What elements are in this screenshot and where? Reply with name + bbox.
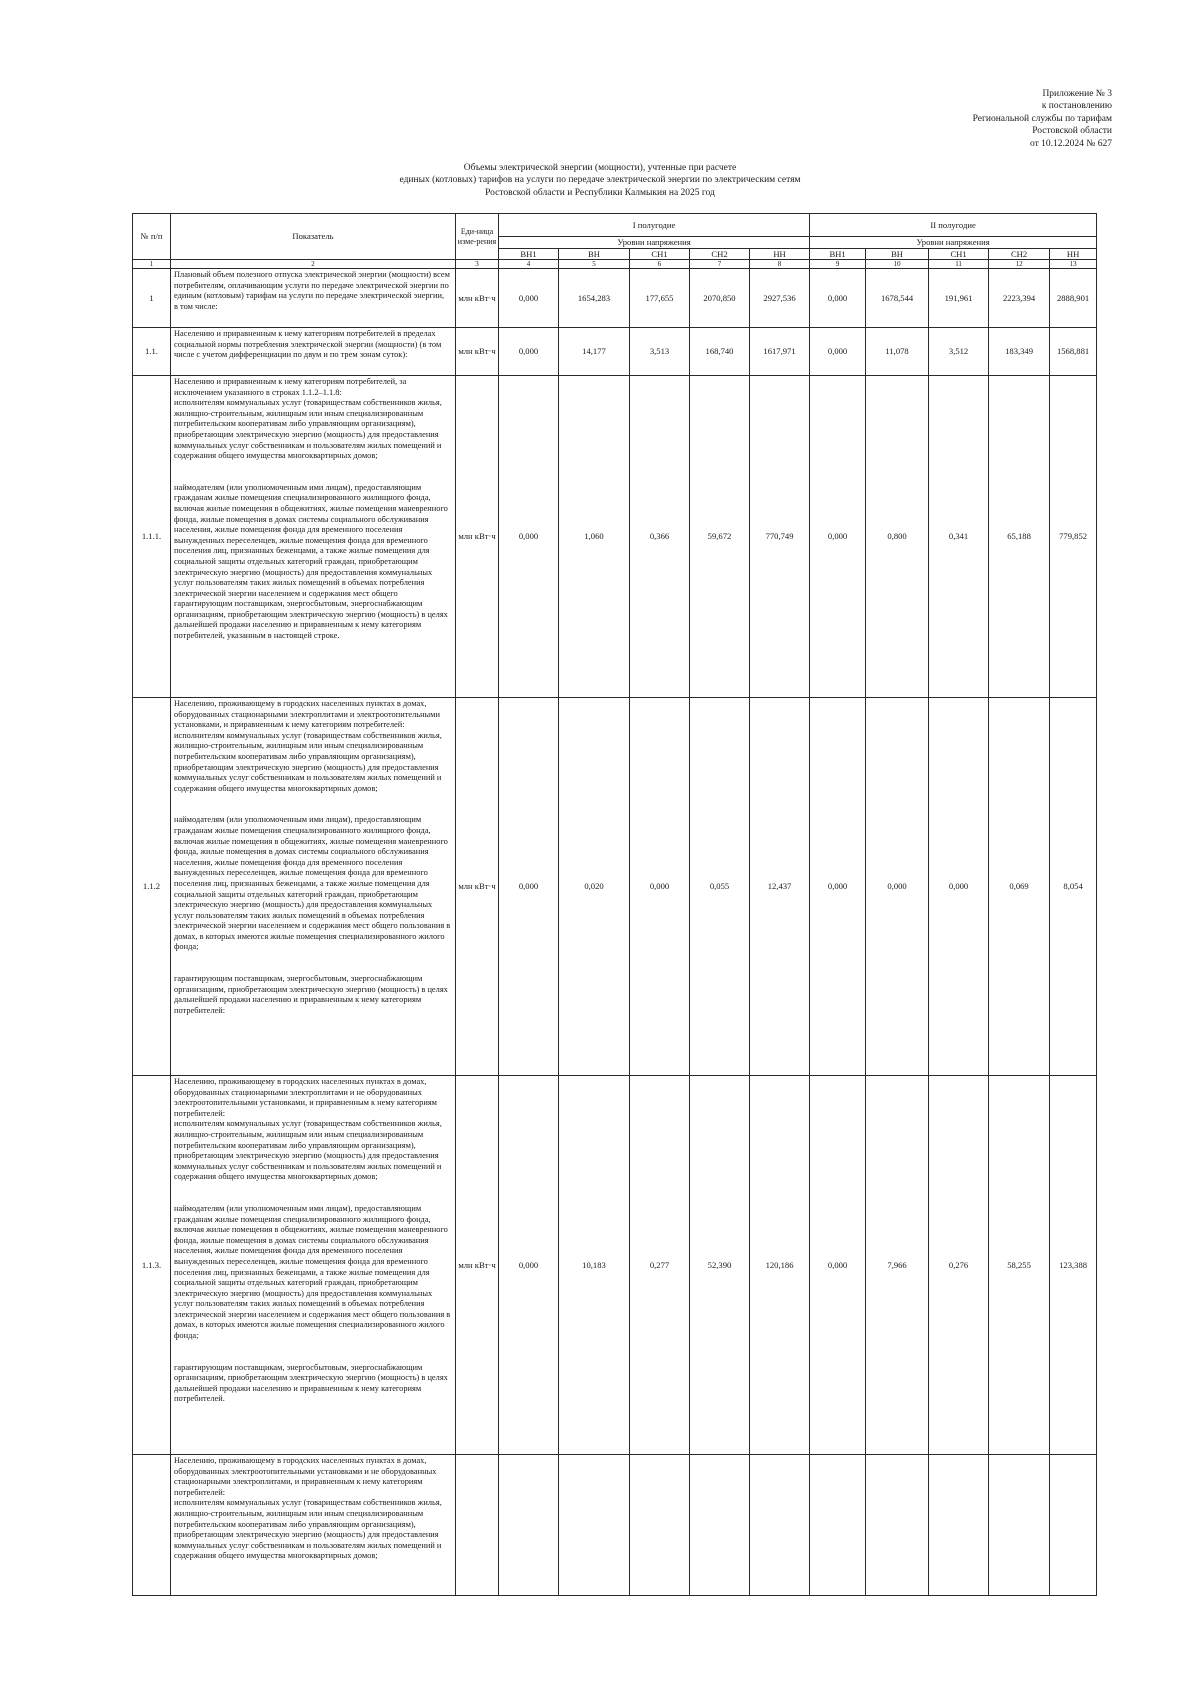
- indicator-paragraph: исполнителям коммунальных услуг (товариществам собственников жилья, жилищно-строительным, жилищным или иным специализированным потребительским кооперативам либо управляющим организациям), приобретающим электрическую энергию (мощность) для предоставления коммунальных услуг собственникам и пользователям жилых помещений и содержания общего имущества многоквартирных домов;: [174, 730, 442, 793]
- indicator-paragraph: исполнителям коммунальных услуг (товариществам собственников жилья, жилищно-строительным, жилищным или иным специализированным потребительским кооперативам либо управляющим организациям), приобретающим электрическую энергию (мощность) для предоставления коммунальных услуг собственникам и пользователям жилых помещений и содержания общего имущества многоквартирных домов;: [174, 1119, 442, 1182]
- value-cell: [630, 1455, 690, 1596]
- paragraph-gap: [174, 1342, 452, 1363]
- header-voltage: Уровни напряжения: [499, 237, 810, 249]
- value-cell: [1050, 1455, 1097, 1596]
- column-number: 7: [690, 260, 750, 269]
- header-level: НН: [1050, 248, 1097, 260]
- row-indicator: [171, 328, 456, 376]
- value-cell: 7,966: [866, 1076, 929, 1455]
- document-title: [0, 162, 1200, 199]
- value-cell: 11,078: [866, 328, 929, 376]
- value-cell: 177,655: [630, 269, 690, 328]
- indicator-paragraph: Населению, проживающему в городских населенных пунктах в домах, оборудованных электроотопительными установками и не оборудованных стационарными электроплитами, и приравненным к нему категориям потребителей:: [174, 1456, 437, 1497]
- header-level: НН: [750, 248, 810, 260]
- column-number: 5: [559, 260, 630, 269]
- indicator-paragraph: гарантирующим поставщикам, энергосбытовым, энергоснабжающим организациям, приобретающим электрическую энергию (мощность) в целях дальнейшей продажи населению и приравненным к нему категориям потребителей:: [174, 974, 448, 1015]
- appendix-header: [852, 88, 1112, 150]
- value-cell: 0,055: [690, 698, 750, 1076]
- indicator-paragraph: исполнителям коммунальных услуг (товариществам собственников жилья, жилищно-строительным, жилищным или иным специализированным потребительским кооперативам либо управляющим организациям), приобретающим электрическую энергию (мощность) для предоставления коммунальных услуг собственникам и пользователям жилых помещений и содержания общего имущества многоквартирных домов;: [174, 1498, 442, 1561]
- value-cell: 2927,536: [750, 269, 810, 328]
- header-level: СН1: [630, 248, 690, 260]
- value-cell: 183,349: [989, 328, 1050, 376]
- value-cell: 0,000: [866, 698, 929, 1076]
- appendix-line: Региональной службы по тарифам: [972, 113, 1112, 124]
- header-indicator: Показатель: [171, 214, 456, 260]
- paragraph-gap: [174, 794, 452, 815]
- value-cell: 0,000: [810, 698, 866, 1076]
- value-cell: 0,000: [499, 376, 559, 698]
- title-line: Объемы электрической энергии (мощности), учтенные при расчете: [463, 163, 737, 173]
- paragraph-gap: [174, 462, 452, 483]
- row-indicator: [171, 269, 456, 328]
- header-row: [133, 214, 1097, 237]
- value-cell: [929, 1455, 989, 1596]
- value-cell: 0,277: [630, 1076, 690, 1455]
- value-cell: 8,054: [1050, 698, 1097, 1076]
- value-cell: 59,672: [690, 376, 750, 698]
- column-number: 4: [499, 260, 559, 269]
- row-indicator: [171, 376, 456, 698]
- indicator-paragraph: гарантирующим поставщикам, энергосбытовым, энергоснабжающим организациям, приобретающим электрическую энергию (мощность) в целях дальнейшей продажи населению и приравненным к нему категориям потребителей, указанным в настоящей строке.: [174, 599, 448, 641]
- indicator-paragraph: Плановый объем полезного отпуска электрической энергии (мощности) всем потребителям, оплачивающим услуги по передаче электрической энергии по единым (котловым) тарифам на услуги по передаче электрической энергии,: [174, 270, 450, 301]
- value-cell: 0,020: [559, 698, 630, 1076]
- header-half-2: II полугодие: [810, 214, 1097, 237]
- value-cell: 0,000: [810, 328, 866, 376]
- row-unit: млн кВт·ч: [456, 269, 499, 328]
- header-num: № п/п: [133, 214, 171, 260]
- table-row: [133, 328, 1097, 376]
- value-cell: 58,255: [989, 1076, 1050, 1455]
- value-cell: 12,437: [750, 698, 810, 1076]
- header-level: СН1: [929, 248, 989, 260]
- value-cell: 1678,544: [866, 269, 929, 328]
- header-level: ВН: [866, 248, 929, 260]
- value-cell: 0,341: [929, 376, 989, 698]
- paragraph-gap: [174, 953, 452, 974]
- value-cell: 10,183: [559, 1076, 630, 1455]
- table-row: [133, 698, 1097, 1076]
- table-row: [133, 1076, 1097, 1455]
- indicator-paragraph: наймодателям (или уполномоченным ими лицам), предоставляющим гражданам жилые помещения специализированного жилищного фонда, включая жилые помещения в общежитиях, жилые помещения маневренного фонда, жилые помещения в домах системы социального обслуживания населения, жилые помещения фонда для временного поселения вынужденных переселенцев, жилые помещения фонда для временного поселения лиц, признанных беженцами, а также жилые помещения для социальной защиты отдельных категорий граждан, приобретающим электрическую энергию (мощность) для предоставления коммунальных услуг пользователям таких жилых помещений в объемах потребления электрической энергии населением и содержания мест общего: [174, 482, 448, 598]
- value-cell: 123,388: [1050, 1076, 1097, 1455]
- row-unit: млн кВт·ч: [456, 698, 499, 1076]
- appendix-line: Ростовской области: [1032, 126, 1112, 137]
- indicator-paragraph: наймодателям (или уполномоченным ими лицам), предоставляющим гражданам жилые помещения специализированного жилищного фонда, включая жилые помещения в общежитиях, жилые помещения маневренного фонда, жилые помещения в домах системы социального обслуживания населения, жилые помещения фонда для временного поселения вынужденных переселенцев, жилые помещения фонда для временного поселения лиц, признанных беженцами, а также жилые помещения для социальной защиты отдельных категорий граждан, приобретающим электрическую энергию (мощность) для предоставления коммунальных услуг пользователям таких жилых помещений в объемах потребления электрической энергии населением и содержания мест общего пользования в домах, в которых имеются жилые помещения специализированного жилого фонда;: [174, 1203, 451, 1341]
- column-number: 2: [171, 260, 456, 269]
- value-cell: [989, 1455, 1050, 1596]
- table-row: [133, 376, 1097, 698]
- value-cell: 0,800: [866, 376, 929, 698]
- value-cell: 2070,850: [690, 269, 750, 328]
- value-cell: 1,060: [559, 376, 630, 698]
- value-cell: 0,000: [630, 698, 690, 1076]
- value-cell: 168,740: [690, 328, 750, 376]
- row-number: 1.1.1.: [133, 376, 171, 698]
- column-number: 11: [929, 260, 989, 269]
- row-unit: [456, 1455, 499, 1596]
- indicator-paragraph: исполнителям коммунальных услуг (товариществам собственников жилья, жилищно-строительным, жилищным или иным специализированным потребительским кооперативам либо управляющим организациям), приобретающим электрическую энергию (мощность) для предоставления коммунальных услуг собственникам и пользователям жилых помещений и содержания общего имущества многоквартирных домов;: [174, 398, 442, 461]
- value-cell: 0,000: [929, 698, 989, 1076]
- header-level: СН2: [690, 248, 750, 260]
- value-cell: 2888,901: [1050, 269, 1097, 328]
- value-cell: 65,188: [989, 376, 1050, 698]
- value-cell: 0,000: [499, 328, 559, 376]
- value-cell: 120,186: [750, 1076, 810, 1455]
- row-unit: млн кВт·ч: [456, 328, 499, 376]
- indicator-paragraph: Населению и приравненным к нему категориям потребителей в пределах социальной нормы потребления электрической энергии (мощности) (в том числе с учетом дифференциации по двум и по трем зонам суток):: [174, 329, 442, 360]
- indicator-paragraph: Населению, проживающему в городских населенных пунктах в домах, оборудованных стационарными электроплитами и не оборудованных электроотопительными установками, и приравненным к нему категориям потребителей:: [174, 1077, 437, 1118]
- volumes-table: [132, 213, 1097, 1596]
- value-cell: [499, 1455, 559, 1596]
- appendix-line: от 10.12.2024 № 627: [1030, 138, 1112, 149]
- column-number: 13: [1050, 260, 1097, 269]
- row-number: 1: [133, 269, 171, 328]
- value-cell: 1654,283: [559, 269, 630, 328]
- header-level: ВН1: [810, 248, 866, 260]
- row-unit: млн кВт·ч: [456, 1076, 499, 1455]
- column-number: 10: [866, 260, 929, 269]
- header-level: СН2: [989, 248, 1050, 260]
- value-cell: 14,177: [559, 328, 630, 376]
- column-number-row: [133, 260, 1097, 269]
- header-level: ВН: [559, 248, 630, 260]
- table-row: [133, 1455, 1097, 1596]
- indicator-paragraph: гарантирующим поставщикам, энергосбытовым, энергоснабжающим организациям, приобретающим электрическую энергию (мощность) в целях дальнейшей продажи населению и приравненным к нему категориям потребителей.: [174, 1362, 448, 1404]
- value-cell: [866, 1455, 929, 1596]
- paragraph-gap: [174, 1183, 452, 1204]
- row-number: 1.1.3.: [133, 1076, 171, 1455]
- indicator-paragraph: Населению и приравненным к нему категориям потребителей, за исключением указанного в строках 1.1.2–1.1.8:: [174, 377, 407, 397]
- value-cell: 3,513: [630, 328, 690, 376]
- row-indicator: [171, 698, 456, 1076]
- column-number: 6: [630, 260, 690, 269]
- title-line: единых (котловых) тарифов на услуги по передаче электрической энергии по электрическим сетям: [399, 175, 801, 186]
- value-cell: 2223,394: [989, 269, 1050, 328]
- appendix-line: Приложение № 3: [1042, 89, 1112, 99]
- appendix-line: к постановлению: [1041, 101, 1112, 112]
- column-number: 1: [133, 260, 171, 269]
- value-cell: 191,961: [929, 269, 989, 328]
- value-cell: [690, 1455, 750, 1596]
- value-cell: 0,366: [630, 376, 690, 698]
- column-number: 9: [810, 260, 866, 269]
- value-cell: 0,000: [810, 1076, 866, 1455]
- value-cell: 770,749: [750, 376, 810, 698]
- header-unit: Еди-ница изме-рения: [456, 214, 499, 260]
- value-cell: 0,000: [499, 1076, 559, 1455]
- row-number: [133, 1455, 171, 1596]
- row-indicator: [171, 1455, 456, 1596]
- value-cell: [750, 1455, 810, 1596]
- indicator-paragraph: в том числе:: [174, 301, 218, 311]
- row-unit: млн кВт·ч: [456, 376, 499, 698]
- header-level: ВН1: [499, 248, 559, 260]
- value-cell: 0,000: [499, 698, 559, 1076]
- value-cell: 779,852: [1050, 376, 1097, 698]
- indicator-paragraph: наймодателям (или уполномоченным ими лицам), предоставляющим гражданам жилые помещения специализированного жилищного фонда, включая жилые помещения в общежитиях, жилые помещения маневренного фонда, жилые помещения в домах системы социального обслуживания населения, жилые помещения фонда для временного поселения вынужденных переселенцев, жилые помещения фонда для временного поселения лиц, признанных беженцами, а также жилые помещения для социальной защиты отдельных категорий граждан, приобретающим электрическую энергию (мощность) для предоставления коммунальных услуг пользователям таких жилых помещений в объемах потребления электрической энергии населением и содержания мест общего пользования в домах, в которых имеются жилые помещения специализированного жилого фонда;: [174, 815, 451, 952]
- column-number: 8: [750, 260, 810, 269]
- column-number: 3: [456, 260, 499, 269]
- title-line: Ростовской области и Республики Калмыкия на 2025 год: [485, 187, 715, 198]
- value-cell: 1617,971: [750, 328, 810, 376]
- value-cell: 0,000: [499, 269, 559, 328]
- value-cell: 0,069: [989, 698, 1050, 1076]
- value-cell: [810, 1455, 866, 1596]
- value-cell: [559, 1455, 630, 1596]
- column-number: 12: [989, 260, 1050, 269]
- row-number: 1.1.: [133, 328, 171, 376]
- value-cell: 3,512: [929, 328, 989, 376]
- value-cell: 52,390: [690, 1076, 750, 1455]
- indicator-paragraph: Населению, проживающему в городских населенных пунктах в домах, оборудованных стационарными электроплитами и электроотопительными установками, и приравненным к нему категориям потребителей:: [174, 699, 440, 730]
- row-number: 1.1.2: [133, 698, 171, 1076]
- value-cell: 0,000: [810, 269, 866, 328]
- value-cell: 0,276: [929, 1076, 989, 1455]
- row-indicator: [171, 1076, 456, 1455]
- header-half-1: I полугодие: [499, 214, 810, 237]
- value-cell: 0,000: [810, 376, 866, 698]
- table-row: [133, 269, 1097, 328]
- value-cell: 1568,881: [1050, 328, 1097, 376]
- header-voltage: Уровни напряжения: [810, 237, 1097, 249]
